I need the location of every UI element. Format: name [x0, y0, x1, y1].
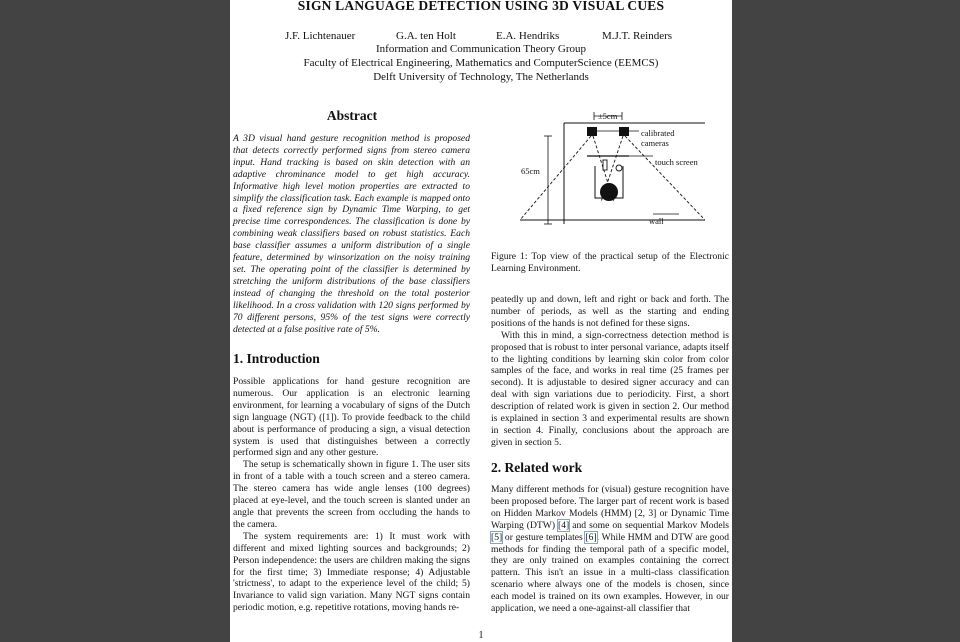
related-text-2: and some on sequential Markov Models	[569, 519, 730, 531]
label-touch-screen: touch screen	[655, 157, 698, 167]
label-calibrated: calibrated	[641, 128, 675, 138]
affiliation-line-3: Delft University of Technology, The Netherlands	[373, 71, 589, 83]
affiliation-line-2: Faculty of Electrical Engineering, Mathematics and ComputerScience (EEMCS)	[303, 57, 659, 69]
related-text-1: Many different methods for (visual) gesture recognition have been proposed before. The larger part of recent work is based on Hidden Markov Models (HMM) [2, 3] or Dynamic Time Warping (DTW)	[491, 484, 729, 531]
author-2: G.A. ten Holt	[396, 30, 456, 42]
camera-left	[587, 127, 597, 136]
related-work-body	[491, 484, 729, 615]
user-head	[600, 183, 618, 201]
user-hand-right	[616, 165, 622, 171]
paper-title: SIGN LANGUAGE DETECTION USING 3D VISUAL CUES	[297, 0, 665, 13]
related-text-3: or gesture templates	[502, 531, 586, 543]
related-text-4: . While HMM and DTW are good methods for finding the temporal path of a specific model, they are only trained on examples containing the correct pattern. This isn't an issue in a multi-class classification scenario where always one of the models is chosen, since each model is trained on its own examples. However, in our application, we need a one-against-all classifier that	[491, 531, 729, 615]
intro-paragraph-3: The system requirements are: 1) It must work with different and mixed lighting sources and backgrounds; 2) Person independence: the users are children making the signs for the first time; 3) Immediate response; 4) Adjustable 'strictness', to adapt to the experience level of the child; 5) Invariance to valid sign variation. Many NGT signs contain periodic motion, e.g. repetitive rotations, moving hands re-	[233, 530, 470, 614]
right-column-body	[491, 294, 729, 449]
figure-1-diagram	[519, 112, 705, 230]
label-cameras: cameras	[641, 138, 669, 148]
paper-page	[230, 0, 732, 642]
user-hand-left	[603, 160, 607, 170]
page-number: 1	[478, 630, 484, 641]
camera-right	[619, 127, 629, 136]
abstract-heading: Abstract	[326, 108, 378, 123]
right-paragraph-1: peatedly up and down, left and right or back and forth. The number of periods, as well as the starting and ending positions of the hands is not defined for these signs.	[491, 294, 729, 329]
figure-1-caption: Figure 1: Top view of the practical setup of the Electronic Learning Environment.	[491, 251, 729, 274]
intro-paragraph-1: Possible applications for hand gesture recognition are numerous. Our application is an electronic learning environment, for learning a vocabulary of signs of the Dutch sign language (NGT) ([1]). To provide feedback to the child about is performance of producing a sign, a visual detection system is used that distinguishes between a correctly performed sign and any other gesture.	[233, 376, 470, 459]
author-4: M.J.T. Reinders	[602, 30, 673, 42]
abstract-text: A 3D visual hand gesture recognition method is proposed that detects correctly performed signs from stereo camera input. Hand tracking is based on skin detection with an adaptive chrominance model to get high accuracy. Informative high level motion properties are extracted to simplify the classification task. Each example is mapped onto a fixed reference sign by Dynamic Time Warping, to get precise time correspondences. The classification is done by combining weak classifiers based on robust statistics. Each base classifier assumes a uniform distribution of a single feature, determined by winsorization on the noisy training set. The operating point of the classifier is determined by stretching the uniform distributions of the base classifiers instead of changing the threshold on the total posterior likelihood. In a cross validation with 120 signs performed by 70 different persons, 95% of the test signs were correctly detected at a false positive rate of 5%.	[233, 133, 470, 335]
intro-body	[233, 376, 470, 614]
label-camera-spacing: ±5cm	[598, 112, 618, 121]
citation-link-5[interactable]: [5]	[491, 531, 503, 543]
citation-link-4[interactable]: [4]	[558, 519, 570, 531]
related-work-paragraph	[491, 484, 729, 615]
citation-link-6[interactable]: [6]	[585, 531, 597, 543]
right-paragraph-2: With this in mind, a sign-correctness detection method is proposed that is robust to inter personal variance, adapts itself to the lighting conditions by learning skin color from color samples of the face, and works in real time (25 frames per second). It is adjustable to desired signer accuracy and can deal with sign variations due to periodicity. First, a short description of related work is given in section 2. Our method is explained in section 3 and experimental results are shown in section 4. Finally, conclusions about the approach are given in section 5.	[491, 329, 729, 448]
affiliation-line-1: Information and Communication Theory Group	[376, 43, 586, 55]
intro-heading: 1. Introduction	[233, 351, 320, 366]
author-3: E.A. Hendriks	[496, 30, 560, 42]
label-wall: wall	[649, 216, 664, 226]
intro-paragraph-2: The setup is schematically shown in figure 1. The user sits in front of a table with a touch screen and a stereo camera. The stereo camera has wide angle lenses (100 degrees) placed at eye-level, and the touch screen is slanted under an angle that prevents the screen from occluding the hands to the camera.	[233, 459, 470, 530]
author-1: J.F. Lichtenauer	[285, 30, 356, 42]
label-distance: 65cm	[521, 166, 540, 176]
related-work-heading: 2. Related work	[491, 460, 583, 475]
